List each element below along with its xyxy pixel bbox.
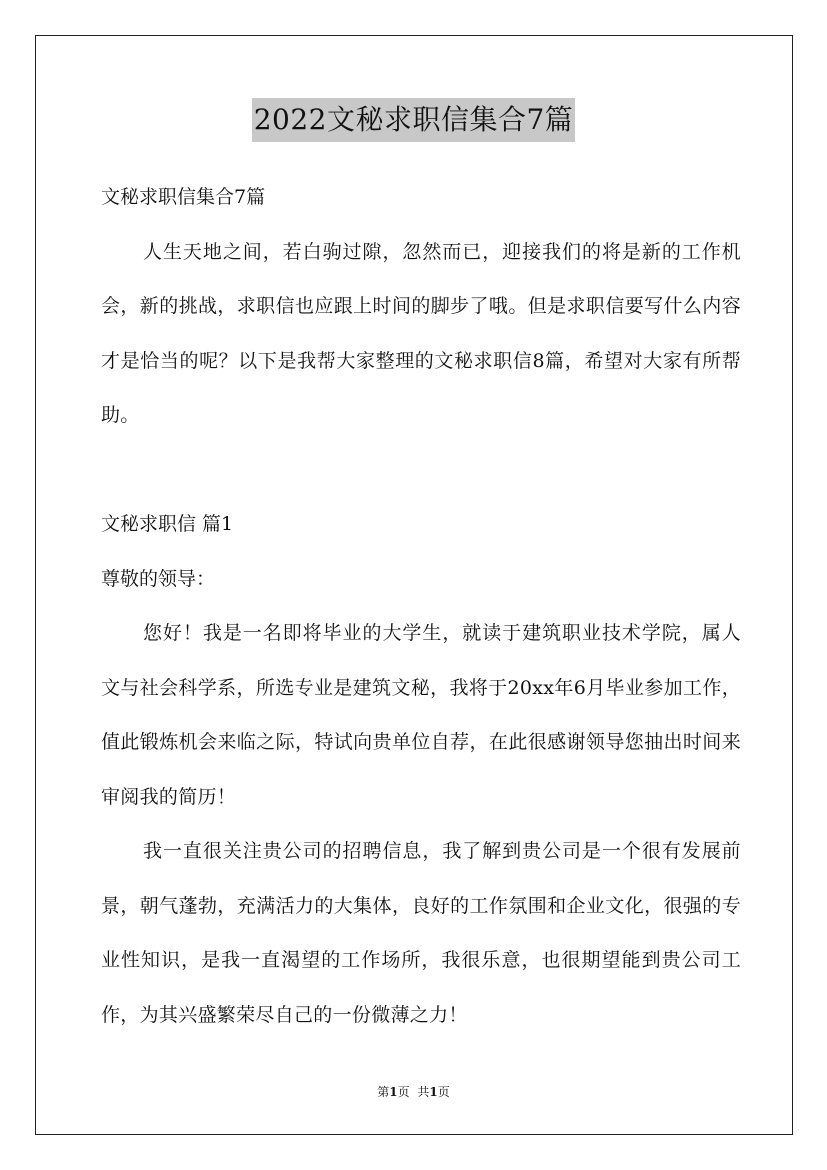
total-pages: 1 [429, 1085, 438, 1099]
total-prefix: 共 [417, 1085, 430, 1099]
salutation: 尊敬的领导： [101, 567, 216, 590]
body-paragraph-2: 我一直很关注贵公司的招聘信息，我了解到贵公司是一个很有发展前景，朝气蓬勃，充满活力的大集体，良好的工作氛围和企业文化，很强的专业性知识，是我一直渴望的工作场所，我很乐意，也很期望能到贵公司工作，为其兴盛繁荣尽自己的一份微薄之力！ [101, 840, 741, 1026]
page-prefix: 第 [377, 1085, 390, 1099]
section-heading: 文秘求职信 篇1 [101, 513, 234, 535]
page-number: 1 [389, 1085, 398, 1099]
document-subtitle: 文秘求职信集合7篇 [101, 186, 266, 208]
intro-paragraph: 人生天地之间，若白驹过隙，忽然而已，迎接我们的将是新的工作机会，新的挑战，求职信也应跟上时间的脚步了哦。但是求职信要写什么内容才是恰当的呢？以下是我帮大家整理的文秘求职信8篇，希望对大家有所帮助。 [101, 240, 741, 426]
document-title: 2022文秘求职信集合7篇 [252, 98, 576, 142]
total-suffix: 页 [437, 1085, 450, 1099]
page-suffix: 页 [397, 1085, 410, 1099]
title-area [0, 98, 827, 142]
blank-line [101, 443, 741, 498]
body-paragraph-1: 您好！我是一名即将毕业的大学生，就读于建筑职业技术学院，属人文与社会科学系，所选专业是建筑文秘，我将于20xx年6月毕业参加工作，值此锻炼机会来临之际，特试向贵单位自荐，在此很感谢领导您抽出时间来审阅我的简历！ [101, 622, 741, 808]
page-footer [0, 1083, 827, 1101]
document-body [101, 170, 741, 1042]
